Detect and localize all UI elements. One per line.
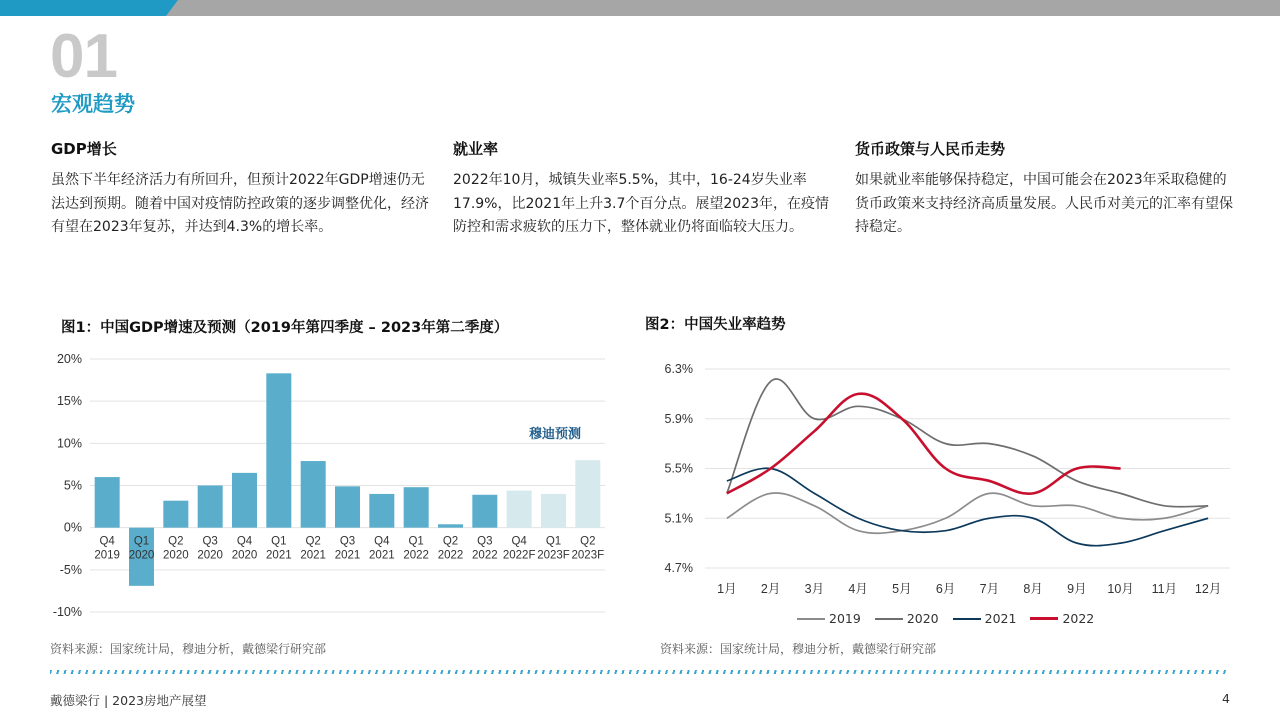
x-tick-label: 5月 bbox=[892, 582, 912, 596]
y-tick-label: -10% bbox=[52, 605, 82, 619]
y-tick-label: 20% bbox=[56, 352, 82, 366]
legend-item-2019 bbox=[797, 611, 861, 626]
x-tick-label: Q3 bbox=[202, 535, 218, 548]
legend-label: 2021 bbox=[984, 611, 1017, 626]
column-heading: 就业率 bbox=[453, 140, 499, 158]
section-number: 01 bbox=[50, 22, 117, 91]
bar bbox=[541, 494, 566, 528]
column-text: 2022年10月，城镇失业率5.5%，其中，16-24岁失业率17.9%，比2021年上升3.7个百分点。展望2023年，在疫情防控和需求疲软的压力下，整体就业仍将面临较大压力。 bbox=[453, 172, 829, 235]
x-tick-label: 2020 bbox=[128, 549, 155, 562]
chart2-legend bbox=[797, 611, 1108, 626]
bar bbox=[507, 491, 532, 528]
x-tick-label: 10月 bbox=[1107, 582, 1134, 596]
bar bbox=[438, 524, 463, 527]
x-tick-label: 2023F bbox=[571, 549, 605, 562]
bar bbox=[369, 494, 394, 528]
legend-item-2020 bbox=[875, 611, 939, 626]
fig2-source: 资料来源：国家统计局，穆迪分析，戴德梁行研究部 bbox=[660, 642, 937, 656]
x-tick-label: Q2 bbox=[442, 535, 459, 548]
fig1-title: 图1：中国GDP增速及预测（2019年第四季度 – 2023年第二季度） bbox=[61, 320, 509, 336]
x-tick-label: 2020 bbox=[197, 549, 223, 562]
bar bbox=[301, 461, 326, 528]
legend-label: 2020 bbox=[906, 611, 939, 626]
bar bbox=[232, 473, 257, 528]
bar bbox=[266, 373, 291, 527]
unemployment-line-chart bbox=[650, 355, 1240, 605]
x-tick-label: Q3 bbox=[477, 535, 493, 548]
x-tick-label: 2019 bbox=[94, 549, 120, 562]
y-tick-label: -5% bbox=[59, 562, 82, 577]
y-tick-label: 5.1% bbox=[664, 511, 693, 526]
x-tick-label: Q1 bbox=[271, 535, 287, 548]
x-tick-label: Q4 bbox=[236, 535, 253, 548]
x-tick-label: 6月 bbox=[935, 582, 956, 596]
column-monetary bbox=[855, 138, 1235, 240]
x-tick-label: 9月 bbox=[1067, 582, 1087, 596]
divider bbox=[50, 670, 1230, 674]
bar bbox=[404, 487, 429, 527]
x-tick-label: 2022 bbox=[472, 549, 498, 562]
gdp-bar-chart bbox=[50, 345, 610, 625]
y-tick-label: 5.9% bbox=[664, 411, 693, 426]
x-tick-label: 2020 bbox=[163, 549, 189, 562]
y-tick-label: 0% bbox=[63, 520, 82, 535]
bar bbox=[575, 460, 600, 527]
x-tick-label: 2021 bbox=[300, 549, 326, 562]
x-tick-label: Q4 bbox=[99, 535, 115, 548]
section-title: 宏观趋势 bbox=[51, 92, 135, 116]
x-tick-label: 2月 bbox=[760, 582, 781, 596]
legend-swatch bbox=[875, 618, 903, 620]
footer-text: 戴德梁行 | 2023房地产展望 bbox=[50, 693, 207, 708]
column-employment bbox=[453, 138, 833, 240]
top-bar-accent bbox=[0, 0, 178, 16]
bar bbox=[95, 477, 120, 528]
x-tick-label: 2021 bbox=[266, 549, 292, 562]
x-tick-label: 4月 bbox=[848, 582, 868, 596]
series-line-2021 bbox=[727, 468, 1208, 545]
x-tick-label: 2021 bbox=[334, 549, 361, 562]
x-tick-label: Q3 bbox=[339, 535, 356, 548]
x-tick-label: Q2 bbox=[305, 535, 321, 548]
x-tick-label: 7月 bbox=[979, 582, 1000, 596]
x-tick-label: 2020 bbox=[231, 549, 258, 562]
x-tick-label: 2022F bbox=[502, 549, 536, 562]
x-tick-label: Q4 bbox=[374, 535, 390, 548]
top-bar bbox=[0, 0, 1280, 16]
y-tick-label: 4.7% bbox=[664, 561, 693, 575]
x-tick-label: 2022 bbox=[403, 549, 429, 562]
column-heading: 货币政策与人民币走势 bbox=[855, 140, 1006, 158]
series-line-2020 bbox=[727, 379, 1208, 507]
legend-swatch bbox=[1030, 617, 1058, 620]
forecast-annotation: 穆迪预测 bbox=[528, 426, 582, 441]
legend-label: 2022 bbox=[1062, 611, 1095, 626]
x-tick-label: 12月 bbox=[1194, 582, 1222, 596]
x-tick-label: 3月 bbox=[804, 582, 825, 596]
legend-label: 2019 bbox=[829, 611, 861, 626]
bar bbox=[163, 501, 188, 528]
y-tick-label: 5.5% bbox=[664, 461, 693, 476]
legend-swatch bbox=[797, 618, 825, 620]
column-text: 虽然下半年经济活力有所回升，但预计2022年GDP增速仍无法达到预期。随着中国对疫情防控政策的逐步调整优化，经济有望在2023年复苏，并达到4.3%的增长率。 bbox=[51, 172, 429, 235]
x-tick-label: 2022 bbox=[437, 549, 464, 562]
fig1-source: 资料来源：国家统计局，穆迪分析，戴德梁行研究部 bbox=[50, 642, 327, 656]
x-tick-label: Q1 bbox=[133, 535, 150, 548]
legend-item-2021 bbox=[953, 611, 1017, 626]
fig2-title: 图2：中国失业率趋势 bbox=[645, 317, 786, 333]
x-tick-label: 2023F bbox=[537, 549, 570, 562]
legend-item-2022 bbox=[1030, 611, 1094, 626]
y-tick-label: 6.3% bbox=[664, 362, 693, 376]
x-tick-label: Q2 bbox=[580, 535, 596, 548]
x-tick-label: Q1 bbox=[408, 535, 424, 548]
bar bbox=[335, 486, 360, 527]
page-number: 4 bbox=[1222, 691, 1230, 706]
x-tick-label: 2021 bbox=[369, 549, 395, 562]
x-tick-label: 11月 bbox=[1151, 582, 1178, 596]
bar bbox=[198, 486, 223, 528]
bar bbox=[472, 495, 497, 528]
x-tick-label: 1月 bbox=[717, 582, 737, 596]
column-heading: GDP增长 bbox=[51, 140, 117, 158]
x-tick-label: Q4 bbox=[511, 535, 527, 548]
y-tick-label: 15% bbox=[56, 394, 82, 409]
legend-swatch bbox=[953, 618, 981, 620]
column-text: 如果就业率能够保持稳定，中国可能会在2023年采取稳健的货币政策来支持经济高质量发展。人民币对美元的汇率有望保持稳定。 bbox=[855, 172, 1233, 235]
x-tick-label: 8月 bbox=[1023, 582, 1043, 596]
x-tick-label: Q2 bbox=[168, 535, 184, 548]
y-tick-label: 5% bbox=[63, 478, 82, 493]
series-line-2022 bbox=[727, 394, 1121, 494]
y-tick-label: 10% bbox=[56, 436, 82, 451]
column-gdp bbox=[51, 138, 431, 240]
x-tick-label: Q1 bbox=[545, 535, 562, 548]
